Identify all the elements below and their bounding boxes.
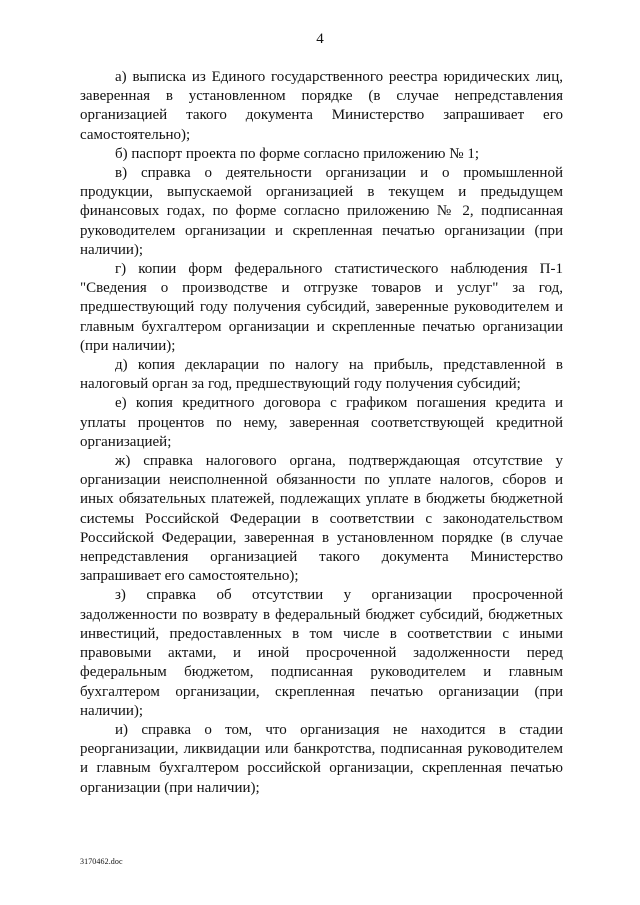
document-file-code: 3170462.doc: [80, 857, 123, 866]
page-number: 4: [316, 31, 324, 47]
paragraph-v: в) справка о деятельности организации и о промышленной продукции, выпускаемой организацией в текущем и предыдущем финансовых годах, по форме согласно приложению № 2, подписанная руководителем организации и скрепленная печатью организации (при наличии);: [80, 165, 563, 258]
paragraph-e: е) копия кредитного договора с графиком погашения кредита и уплаты процентов по нему, заверенная соответствующей кредитной организацией;: [80, 395, 563, 450]
paragraph-i: и) справка о том, что организация не находится в стадии реорганизации, ликвидации или банкротства, подписанная руководителем и главным бухгалтером российской организации, скрепленная печатью организации (при наличии);: [80, 721, 563, 796]
paragraph-b: б) паспорт проекта по форме согласно приложению № 1;: [115, 145, 479, 162]
document-body: [80, 68, 563, 798]
paragraph-a: а) выписка из Единого государственного реестра юридических лиц, заверенная в установленном порядке (в случае непредставления организацией такого документа Министерство запрашивает его самостоятельно);: [80, 69, 563, 143]
paragraph-g: г) копии форм федерального статистического наблюдения П-1 "Сведения о производстве и отгрузке товаров и услуг" за год, предшествующий году получения субсидий, заверенные руководителем и главным бухгалтером организации и скрепленные печатью организации (при наличии);: [80, 261, 563, 354]
paragraph-d: д) копия декларации по налогу на прибыль, представленной в налоговый орган за год, предшествующий году получения субсидий;: [80, 357, 563, 393]
paragraph-z: з) справка об отсутствии у организации просроченной задолженности по возврату в федеральный бюджет субсидий, бюджетных инвестиций, предоставленных в том числе в соответствии с иными правовыми актами, и иной просроченной задолженности перед федеральным бюджетом, подписанная руководителем и главным бухгалтером организации, скрепленная печатью организации (при наличии);: [80, 587, 563, 719]
paragraph-zh: ж) справка налогового органа, подтверждающая отсутствие у организации неисполненной обязанности по уплате налогов, сборов и иных обязательных платежей, подлежащих уплате в бюджеты бюджетной системы Российской Федерации в соответствии с законодательством Российской Федерации, заверенная в установленном порядке (в случае непредставления организацией такого документа Министерство запрашивает его самостоятельно);: [80, 453, 563, 585]
